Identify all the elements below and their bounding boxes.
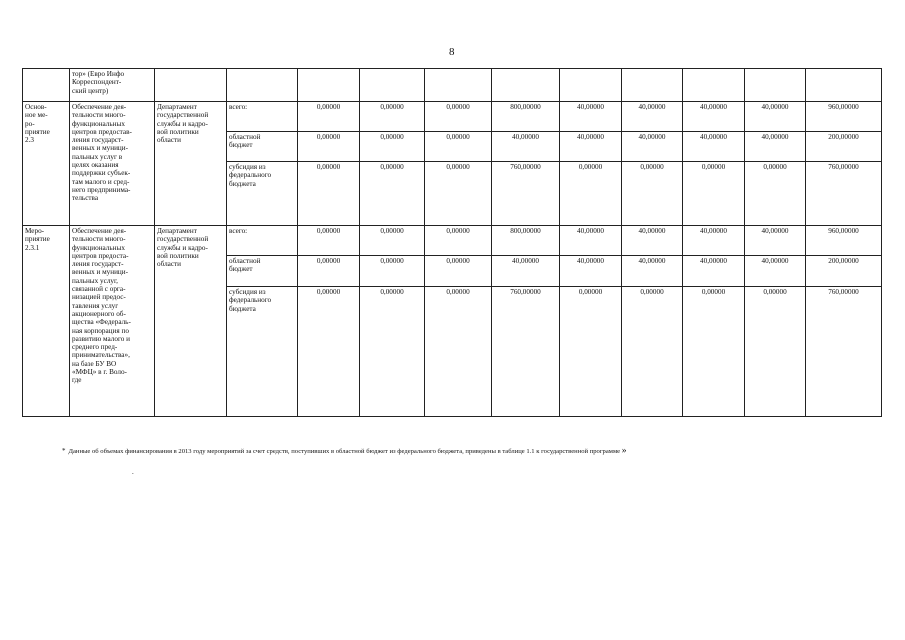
footnote-mark: * [62, 447, 66, 455]
row-executor-cell: Департамент государственной службы и кадро- вой политики области [155, 102, 227, 226]
value-cell: 40,00000 [492, 256, 560, 287]
value-cell: 0,00000 [425, 132, 492, 162]
row-code-cell: Основ- ное ме- ро- приятие 2.3 [23, 102, 70, 226]
table-row [23, 226, 882, 256]
value-cell [360, 69, 425, 102]
footnote [62, 446, 626, 456]
value-cell: 40,00000 [745, 102, 806, 132]
value-cell: 40,00000 [622, 226, 683, 256]
value-cell: 760,00000 [806, 162, 882, 226]
value-cell: 40,00000 [560, 132, 622, 162]
source-cell: областной бюджет [227, 256, 298, 287]
table-row [23, 69, 882, 102]
value-cell: 960,00000 [806, 102, 882, 132]
value-cell: 40,00000 [492, 132, 560, 162]
value-cell: 760,00000 [492, 162, 560, 226]
value-cell: 0,00000 [360, 162, 425, 226]
row-code-cell [23, 69, 70, 102]
value-cell: 800,00000 [492, 226, 560, 256]
value-cell: 0,00000 [425, 162, 492, 226]
table-body [23, 69, 882, 417]
value-cell: 0,00000 [298, 132, 360, 162]
row-name-cell: Обеспечение дея- тельности много- функциональных центров предостав- ления государст- венных и муници- пальных услуг в целях оказания поддержки субъек- там малого и сред- него предпринима- тельства [70, 102, 155, 226]
row-name-cell: Обеспечение дея- тельности много- функциональных центров предоста- ления государст- венных и муници- пальных услуг, связанной с орга- низацией предос- тавления услуг акционерного об- щества «Федераль- ная корпорация по развитию малого и среднего пред- принимательства», на базе БУ ВО «МФЦ» в г. Воло- где [70, 226, 155, 417]
value-cell: 40,00000 [745, 132, 806, 162]
value-cell: 40,00000 [622, 256, 683, 287]
source-cell [227, 69, 298, 102]
value-cell: 0,00000 [360, 256, 425, 287]
row-executor-cell: Департамент государственной службы и кадро- вой политики области [155, 226, 227, 417]
value-cell: 40,00000 [622, 132, 683, 162]
value-cell [425, 69, 492, 102]
value-cell: 960,00000 [806, 226, 882, 256]
row-code-cell: Меро- приятие 2.3.1 [23, 226, 70, 417]
source-cell: областной бюджет [227, 132, 298, 162]
value-cell: 0,00000 [298, 162, 360, 226]
value-cell: 40,00000 [560, 102, 622, 132]
value-cell: 0,00000 [298, 102, 360, 132]
source-cell: субсидия из федерального бюджета [227, 162, 298, 226]
row-executor-cell [155, 69, 227, 102]
value-cell: 0,00000 [745, 287, 806, 417]
value-cell: 40,00000 [683, 132, 745, 162]
value-cell: 0,00000 [622, 162, 683, 226]
table-row [23, 102, 882, 132]
source-cell: субсидия из федерального бюджета [227, 287, 298, 417]
source-cell: всего: [227, 102, 298, 132]
value-cell: 40,00000 [683, 102, 745, 132]
value-cell: 0,00000 [683, 287, 745, 417]
row-name-cell: тор» (Евро Инфо Корреспондент- ский центр) [70, 69, 155, 102]
value-cell: 0,00000 [425, 256, 492, 287]
value-cell: 0,00000 [622, 287, 683, 417]
value-cell: 40,00000 [683, 256, 745, 287]
value-cell: 40,00000 [560, 226, 622, 256]
value-cell [492, 69, 560, 102]
value-cell: 40,00000 [622, 102, 683, 132]
value-cell: 0,00000 [360, 132, 425, 162]
value-cell [745, 69, 806, 102]
value-cell: 760,00000 [492, 287, 560, 417]
value-cell: 0,00000 [360, 102, 425, 132]
value-cell [683, 69, 745, 102]
value-cell: 200,00000 [806, 256, 882, 287]
financing-table [22, 68, 882, 417]
stray-dot: . [132, 468, 134, 476]
value-cell [298, 69, 360, 102]
value-cell: 0,00000 [560, 287, 622, 417]
value-cell: 760,00000 [806, 287, 882, 417]
value-cell [806, 69, 882, 102]
page-number: 8 [449, 46, 455, 58]
value-cell: 40,00000 [745, 226, 806, 256]
value-cell: 0,00000 [425, 287, 492, 417]
value-cell: 0,00000 [745, 162, 806, 226]
value-cell: 800,00000 [492, 102, 560, 132]
value-cell: 40,00000 [683, 226, 745, 256]
value-cell: 0,00000 [560, 162, 622, 226]
value-cell: 0,00000 [683, 162, 745, 226]
value-cell: 0,00000 [425, 102, 492, 132]
value-cell: 200,00000 [806, 132, 882, 162]
value-cell: 0,00000 [298, 287, 360, 417]
source-cell: всего: [227, 226, 298, 256]
value-cell: 0,00000 [298, 226, 360, 256]
value-cell: 40,00000 [745, 256, 806, 287]
value-cell: 0,00000 [360, 287, 425, 417]
value-cell [622, 69, 683, 102]
footnote-closing-quote: » [621, 446, 627, 456]
value-cell [560, 69, 622, 102]
value-cell: 0,00000 [360, 226, 425, 256]
value-cell: 40,00000 [560, 256, 622, 287]
value-cell: 0,00000 [425, 226, 492, 256]
footnote-text: Данные об объемах финансирования в 2013 году мероприятий за счет средств, поступивших в областной бюджет из федерального бюджета, приведены в таблице 1.1 к государственной программе [68, 448, 621, 455]
value-cell: 0,00000 [298, 256, 360, 287]
